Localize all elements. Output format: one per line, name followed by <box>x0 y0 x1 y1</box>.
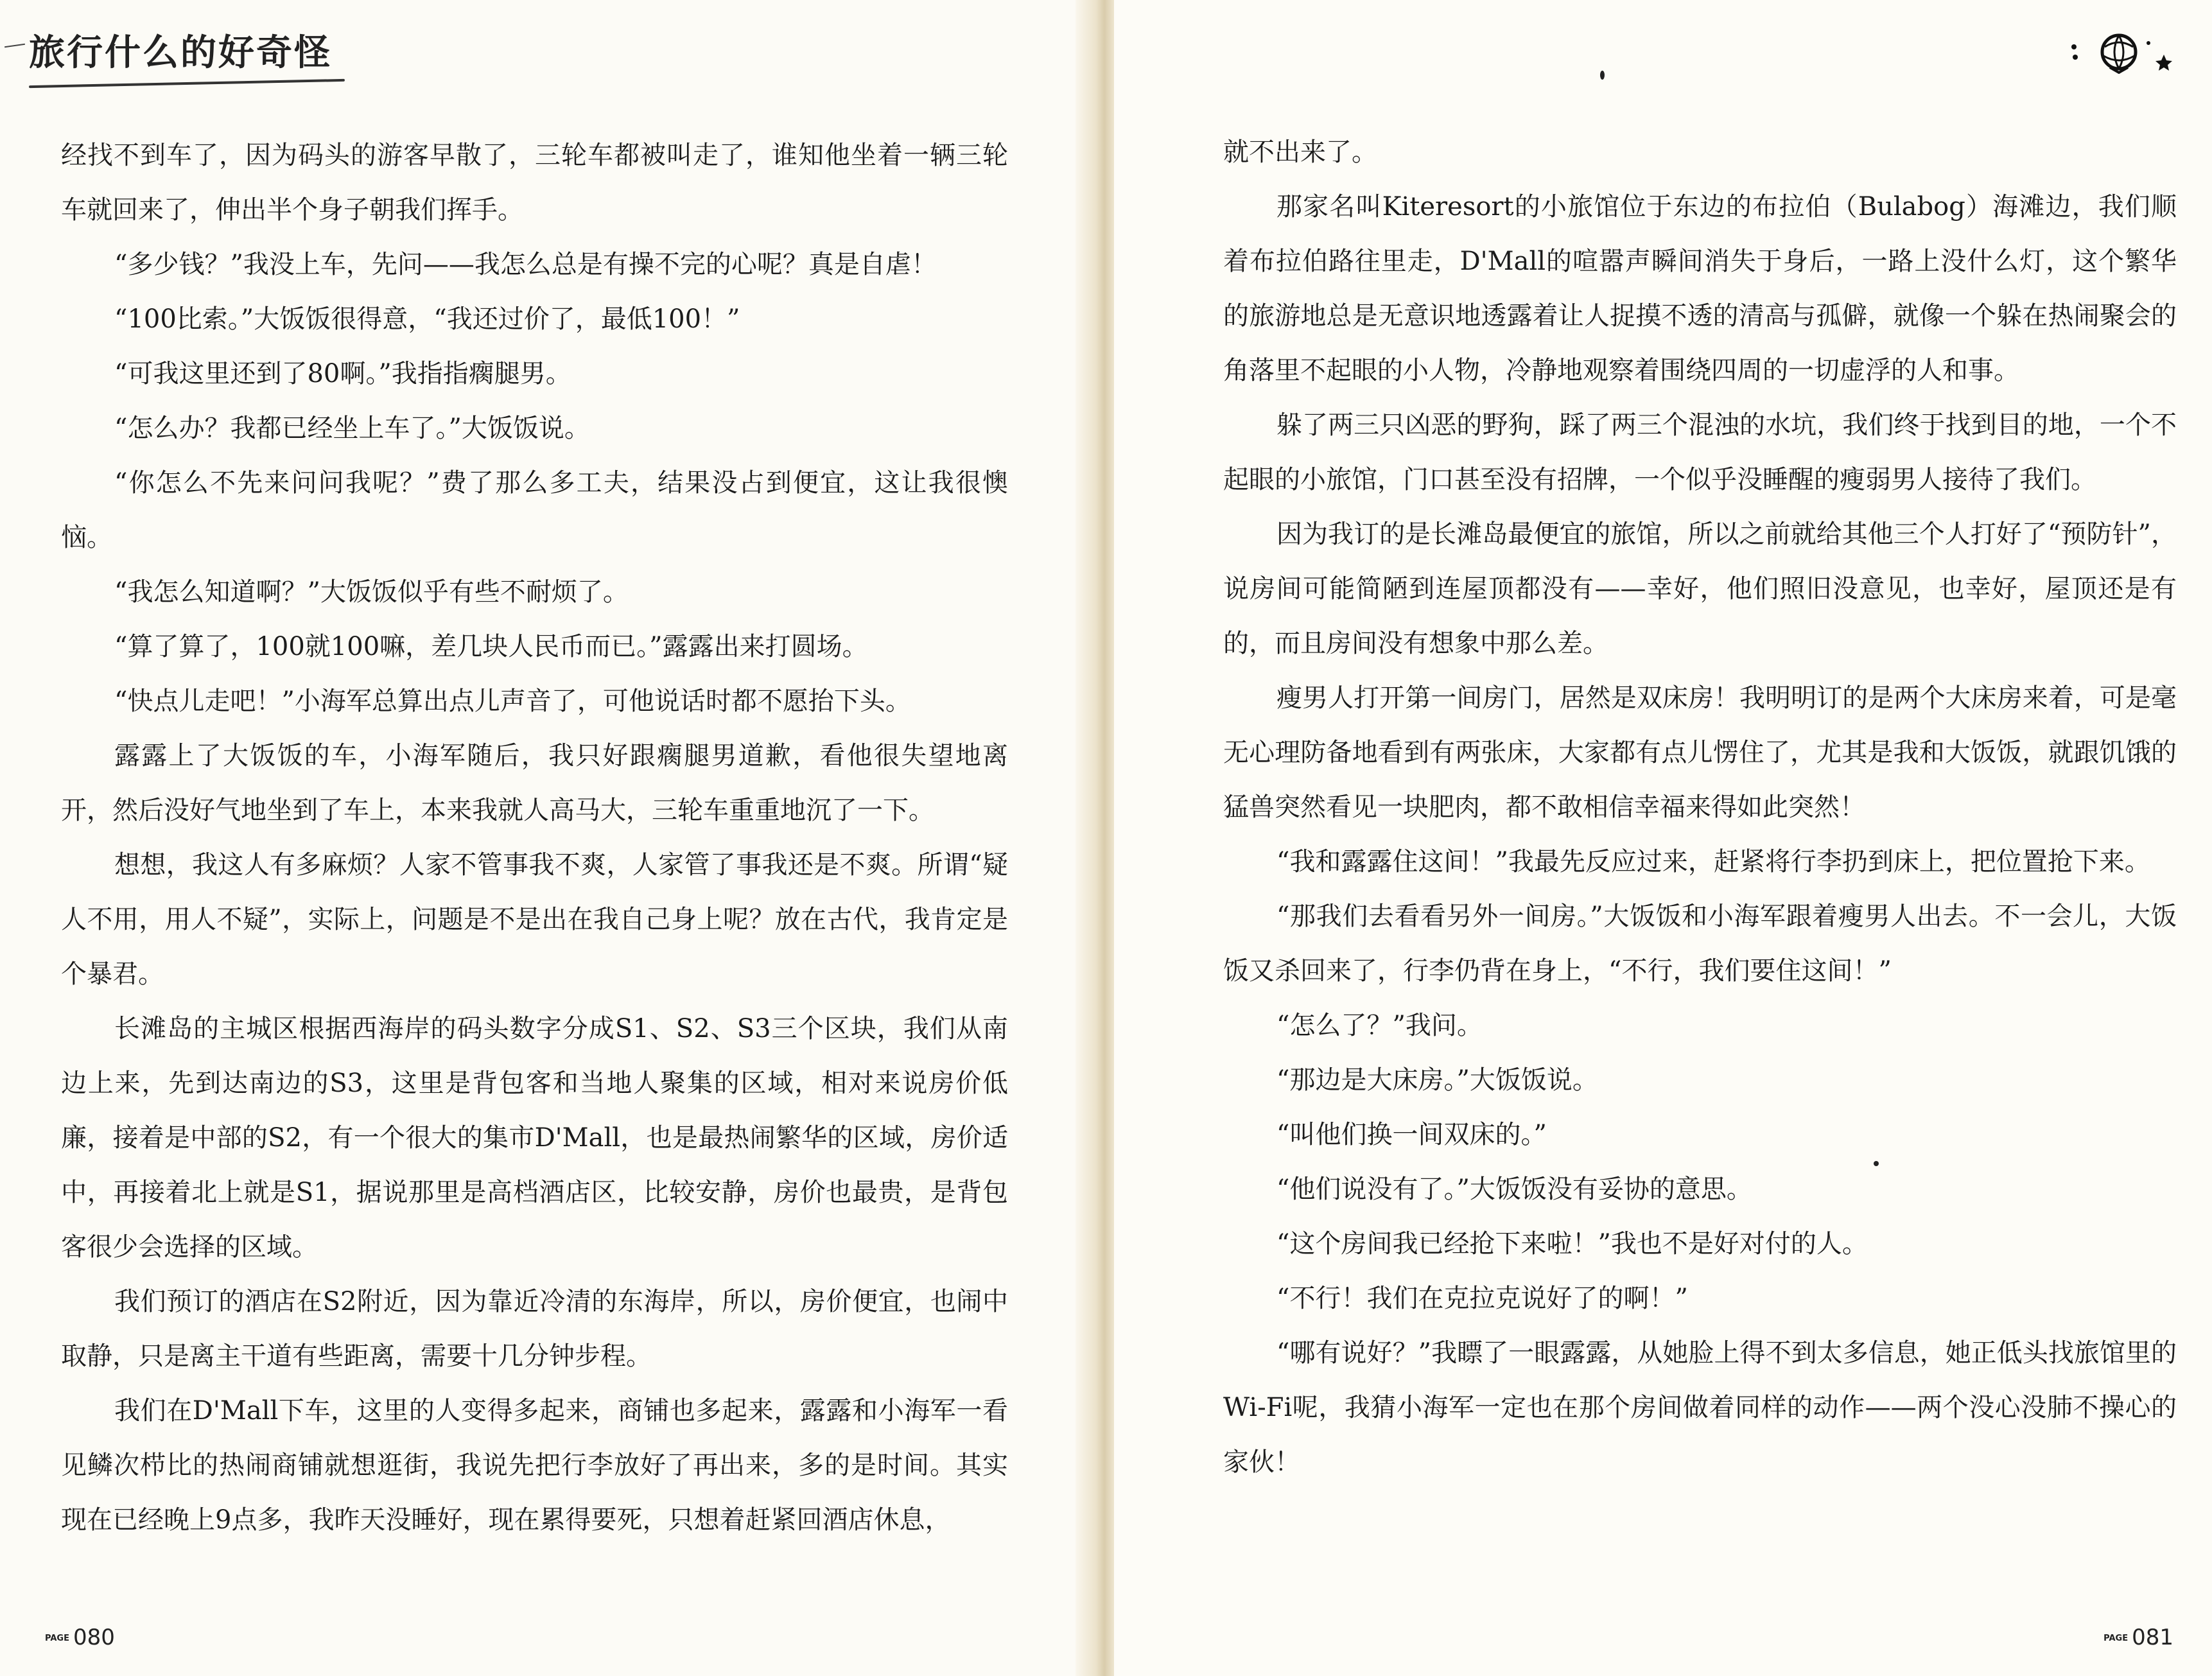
paragraph: “那我们去看看另外一间房。”大饭饭和小海军跟着瘦男人出去。不一会儿，大饭饭又杀回来了，行李仍背在身上，“不行，我们要住这间！” <box>1223 902 2177 986</box>
paragraph: “怎么办？我都已经坐上车了。”大饭饭说。 <box>114 414 590 443</box>
globe-doodle-icon <box>2068 29 2177 74</box>
paragraph: “哪有说好？”我瞟了一眼露露，从她脸上得不到太多信息，她正低头找旅馆里的Wi-Fi呢，我猜小海军一定也在那个房间做着同样的动作——两个没心没肺不操心的家伙！ <box>1223 1338 2177 1477</box>
paragraph: 躲了两三只凶恶的野狗，踩了两三个混浊的水坑，我们终于找到目的地，一个不起眼的小旅馆，门口甚至没有招牌，一个似乎没睡醒的瘦弱男人接待了我们。 <box>1223 410 2177 494</box>
book-title-header: 旅行什么的好奇怪 <box>29 24 332 76</box>
page-number <box>2103 1625 2173 1650</box>
left-page <box>0 0 1095 1676</box>
paragraph: “怎么了？”我问。 <box>1276 1011 1483 1040</box>
scan-speck <box>1874 1161 1879 1166</box>
paragraph: 我们预订的酒店在S2附近，因为靠近冷清的东海岸，所以，房价便宜，也闹中取静，只是离主干道有些距离，需要十几分钟步程。 <box>61 1287 1008 1371</box>
paragraph: “快点儿走吧！”小海军总算出点儿声音了，可他说话时都不愿抬下头。 <box>114 686 911 716</box>
page-label: PAGE <box>45 1634 69 1643</box>
left-page-body <box>61 128 1008 1548</box>
paragraph: 因为我订的是长滩岛最便宜的旅馆，所以之前就给其他三个人打好了“预防针”，说房间可能简陋到连屋顶都没有——幸好，他们照旧没意见，也幸好，屋顶还是有的，而且房间没有想象中那么差。 <box>1223 519 2177 658</box>
page-number-value: 081 <box>2132 1625 2173 1650</box>
paragraph: “那边是大床房。”大饭饭说。 <box>1276 1065 1598 1095</box>
paragraph: 长滩岛的主城区根据西海岸的码头数字分成S1、S2、S3三个区块，我们从南边上来，先到达南边的S3，这里是背包客和当地人聚集的区域，相对来说房价低廉，接着是中部的S2，有一个很大的集市D'Mall，也是最热闹繁华的区域，房价适中，再接着北上就是S1，据说那里是高档酒店区，比较安静，房价也最贵，是背包客很少会选择的区域。 <box>61 1014 1008 1262</box>
scan-speck <box>1600 71 1605 80</box>
paragraph: “多少钱？”我没上车，先问——我怎么总是有操不完的心呢？真是自虐！ <box>114 250 937 279</box>
page-number-value: 080 <box>73 1625 115 1650</box>
paragraph: “不行！我们在克拉克说好了的啊！” <box>1276 1284 1688 1313</box>
paragraph: “你怎么不先来问问我呢？”费了那么多工夫，结果没占到便宜，这让我很懊恼。 <box>61 468 1008 552</box>
paragraph: “叫他们换一间双床的。” <box>1276 1120 1547 1149</box>
paragraph: 就不出来了。 <box>1223 137 1377 167</box>
page-number <box>45 1625 115 1650</box>
paragraph: “算了算了，100就100嘛，差几块人民币而已。”露露出来打圆场。 <box>114 632 868 661</box>
paragraph: “这个房间我已经抢下来啦！”我也不是好对付的人。 <box>1276 1229 1868 1259</box>
paragraph: 露露上了大饭饭的车，小海军随后，我只好跟瘸腿男道歉，看他很失望地离开，然后没好气地坐到了车上，本来我就人高马大，三轮车重重地沉了一下。 <box>61 741 1008 825</box>
paragraph: 想想，我这人有多麻烦？人家不管事我不爽，人家管了事我还是不爽。所谓“疑人不用，用人不疑”，实际上，问题是不是出在我自己身上呢？放在古代，我肯定是个暴君。 <box>61 850 1008 989</box>
paragraph: “可我这里还到了80啊。”我指指瘸腿男。 <box>114 359 571 388</box>
paragraph: “100比索。”大饭饭很得意，“我还过价了，最低100！” <box>114 304 740 334</box>
paragraph: 瘦男人打开第一间房门，居然是双床房！我明明订的是两个大床房来着，可是毫无心理防备地看到有两张床，大家都有点儿愣住了，尤其是我和大饭饭，就跟饥饿的猛兽突然看见一块肥肉，都不敢相信幸福来得如此突然！ <box>1223 683 2177 822</box>
paragraph: “我怎么知道啊？”大饭饭似乎有些不耐烦了。 <box>114 577 629 607</box>
paragraph: 那家名叫Kiteresort的小旅馆位于东边的布拉伯（Bulabog）海滩边，我们顺着布拉伯路往里走，D'Mall的喧嚣声瞬间消失于身后，一路上没什么灯，这个繁华的旅游地总是无意识地透露着让人捉摸不透的清高与孤僻，就像一个躲在热闹聚会的角落里不起眼的小人物，冷静地观察着围绕四周的一切虚浮的人和事。 <box>1223 192 2177 385</box>
paragraph: “我和露露住这间！”我最先反应过来，赶紧将行李扔到床上，把位置抢下来。 <box>1276 847 2150 877</box>
paragraph: “他们说没有了。”大饭饭没有妥协的意思。 <box>1276 1174 1752 1204</box>
right-page-body <box>1223 125 2177 1490</box>
right-page <box>1114 0 2212 1676</box>
paragraph: 经找不到车了，因为码头的游客早散了，三轮车都被叫走了，谁知他坐着一辆三轮车就回来了，伸出半个身子朝我们挥手。 <box>61 141 1008 225</box>
paragraph: 我们在D'Mall下车，这里的人变得多起来，商铺也多起来，露露和小海军一看见鳞次栉比的热闹商铺就想逛街，我说先把行李放好了再出来，多的是时间。其实现在已经晚上9点多，我昨天没睡好，现在累得要死，只想着赶紧回酒店休息， <box>61 1396 1008 1535</box>
page-label: PAGE <box>2103 1634 2129 1643</box>
